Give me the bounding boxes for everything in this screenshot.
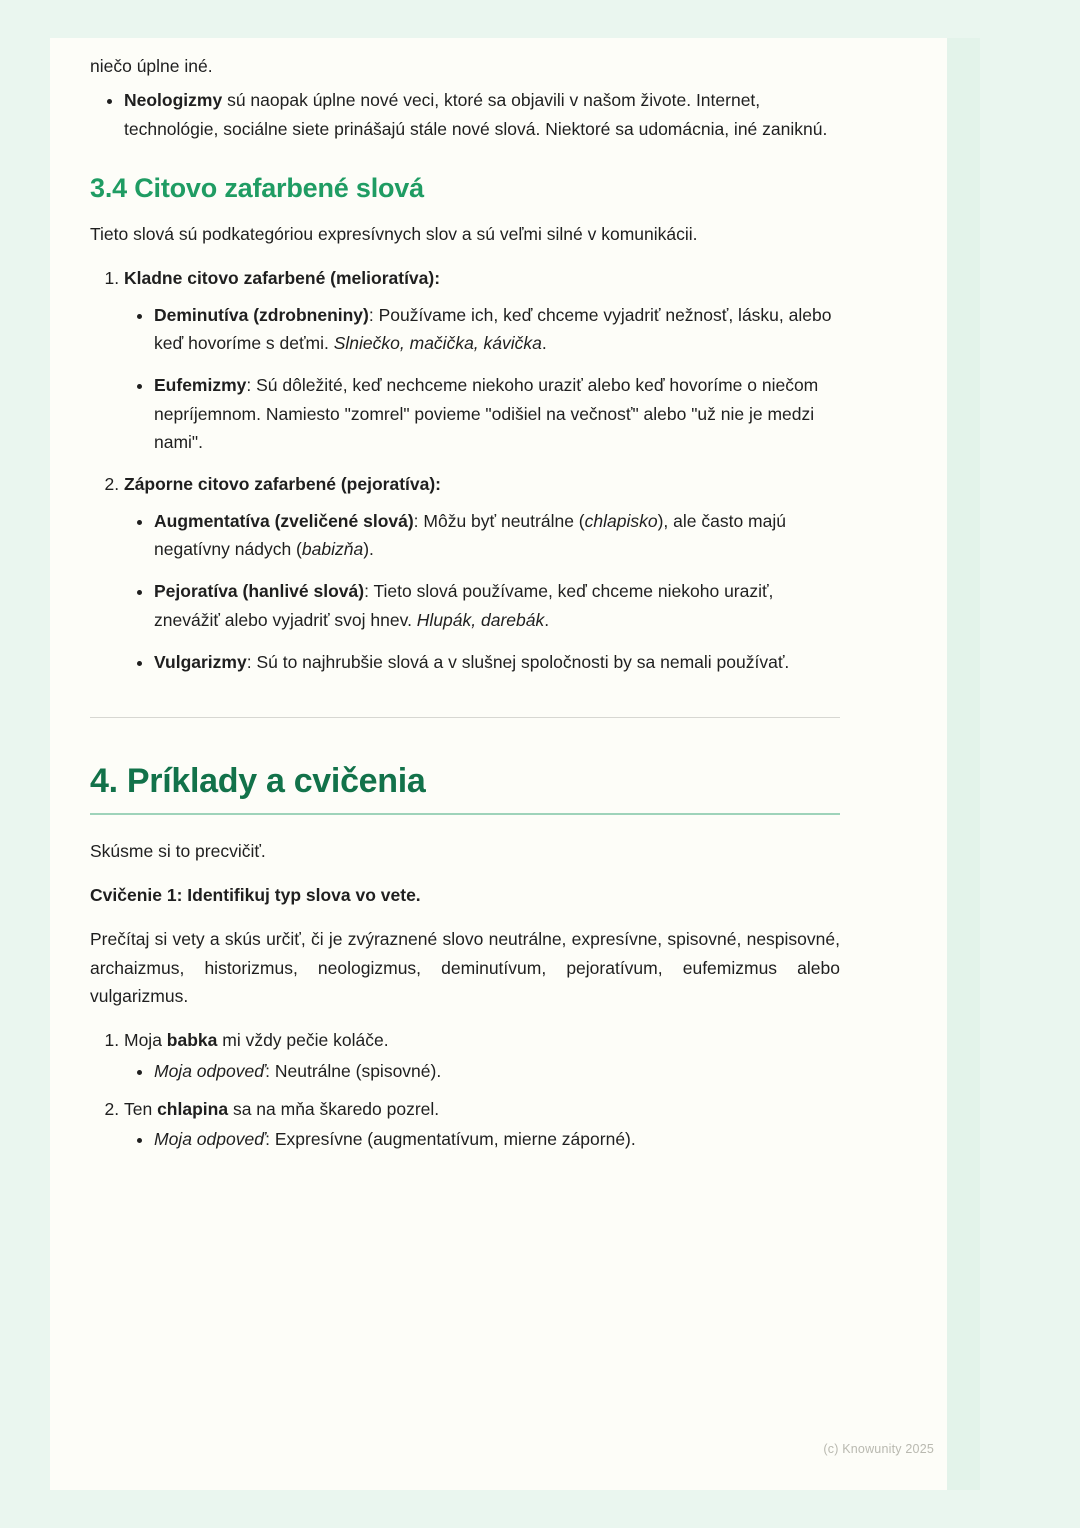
section-heading-4: 4. Príklady a cvičenia xyxy=(90,761,426,800)
section-heading-3-4: 3.4 Citovo zafarbené slová xyxy=(90,173,424,204)
bullet-term: Neologizmy xyxy=(124,90,223,111)
list-item xyxy=(154,301,840,358)
answer-label: Moja odpoveď xyxy=(154,1060,266,1081)
answer-text: : Expresívne (augmentatívum, mierne záporné). xyxy=(265,1129,636,1150)
section-4-lead: Skúsme si to precvičiť. xyxy=(90,840,266,861)
question-before: Moja xyxy=(124,1030,167,1051)
section-3-4-list xyxy=(90,264,840,676)
bullet-text: sú naopak úplne nové veci, ktoré sa objavili v našom živote. Internet, technológie, sociálne siete prinášajú stále nové slová. Niektoré sa udomácnia, iné zaniknú. xyxy=(124,90,828,139)
page-side-strip xyxy=(947,38,980,1490)
term: Pejoratíva (hanlivé slová) xyxy=(154,581,365,602)
question-after: mi vždy pečie koláče. xyxy=(217,1030,389,1051)
exercise-question-list xyxy=(90,1026,840,1153)
example-italic: Hlupák, darebák xyxy=(416,609,545,630)
list-item xyxy=(124,264,840,456)
term-text: : Môžu byť neutrálne ( xyxy=(413,510,585,531)
section-3-4-paragraph: Tieto slová sú podkategóriou expresívnych slov a sú veľmi silné v komunikácii. xyxy=(90,224,698,245)
intro-bullet-list xyxy=(90,86,840,143)
term-text: : Používame ich, keď chceme vyjadriť nežnosť, lásku, alebo keď hovoríme s deťmi. xyxy=(154,304,832,354)
example-italic: chlapisko xyxy=(584,510,658,531)
list-item xyxy=(154,1125,840,1153)
term-text: : Sú to najhrubšie slová a v slušnej spoločnosti by sa nemali používať. xyxy=(246,652,790,673)
list-item-label: Kladne citovo zafarbené (melioratíva): xyxy=(124,268,441,289)
document-content xyxy=(90,38,840,1164)
copyright-watermark: (c) Knowunity 2025 xyxy=(823,1442,934,1456)
term-tail-2: ). xyxy=(363,539,374,560)
term: Augmentatíva (zveličené slová) xyxy=(154,510,414,531)
term-tail: ), ale často majú negatívny nádych ( xyxy=(154,510,786,560)
list-item xyxy=(154,648,840,676)
term-text: : Sú dôležité, keď nechceme niekoho uraziť alebo keď hovoríme o niečom nepríjemnom. Namiesto "zomrel" povieme "odišiel na večnosť" alebo "už nie je medzi nami". xyxy=(154,375,819,453)
example-italic: Slniečko, mačička, kávička xyxy=(333,333,542,354)
question-keyword: chlapina xyxy=(157,1098,229,1119)
term: Deminutíva (zdrobneniny) xyxy=(154,304,369,325)
section-divider xyxy=(90,717,840,718)
exercise-title-text: Cvičenie 1: Identifikuj typ slova vo vete. xyxy=(90,884,421,905)
term-text: : Tieto slová používame, keď chceme niekoho uraziť, znevážiť alebo vyjadriť svoj hnev. xyxy=(154,581,774,630)
exercise-title xyxy=(90,881,840,909)
term: Eufemizmy xyxy=(154,375,247,396)
answer-list xyxy=(124,1057,840,1085)
continuation-text: niečo úplne iné. xyxy=(90,56,213,76)
answer-text: : Neutrálne (spisovné). xyxy=(265,1060,442,1081)
sublist xyxy=(124,507,840,677)
list-item xyxy=(124,86,840,143)
sublist xyxy=(124,301,840,457)
list-item xyxy=(154,577,840,634)
term: Vulgarizmy xyxy=(154,652,247,673)
list-item xyxy=(124,1026,840,1085)
document-page xyxy=(50,38,980,1490)
question-after: sa na mňa škaredo pozrel. xyxy=(228,1098,440,1119)
example-italic-2: babizňa xyxy=(301,539,364,560)
question-keyword: babka xyxy=(166,1030,218,1051)
question-before: Ten xyxy=(124,1098,158,1119)
answer-label: Moja odpoveď xyxy=(154,1129,266,1150)
list-item xyxy=(154,1057,840,1085)
list-item xyxy=(124,1095,840,1154)
list-item xyxy=(124,470,840,676)
term-tail: . xyxy=(541,333,547,354)
exercise-instructions: Prečítaj si vety a skús určiť, či je zvýraznené slovo neutrálne, expresívne, spisovné, nespisovné, archaizmus, historizmus, neologizmus, deminutívum, pejoratívum, eufemizmus alebo vulgarizmus. xyxy=(90,929,840,1006)
answer-list xyxy=(124,1125,840,1153)
list-item xyxy=(154,507,840,564)
list-item-label: Záporne citovo zafarbené (pejoratíva): xyxy=(124,474,442,495)
heading-underline xyxy=(90,813,840,815)
term-tail: . xyxy=(544,609,550,630)
list-item xyxy=(154,371,840,456)
